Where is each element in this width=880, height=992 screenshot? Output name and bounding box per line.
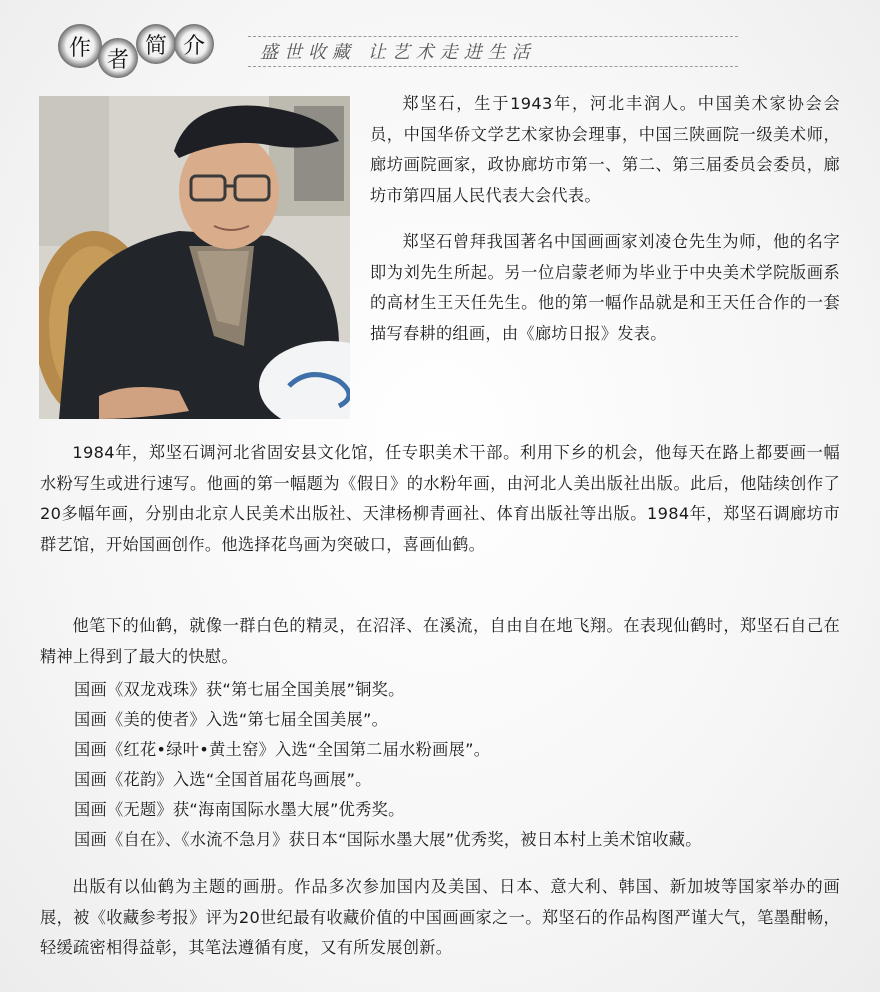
title-seal-1 (58, 24, 102, 68)
portrait-illustration (39, 96, 350, 419)
title-seal-4 (174, 24, 214, 64)
header-rule-bottom (248, 66, 738, 67)
award-item: 国画《红花•绿叶•黄土窑》入选“全国第二届水粉画展”。 (74, 740, 491, 759)
header-rule-top (248, 36, 738, 37)
artist-portrait (39, 96, 350, 419)
title-seal-3 (136, 24, 176, 64)
award-item: 国画《双龙戏珠》获“第七届全国美展”铜奖。 (74, 680, 405, 699)
award-item: 国画《花韵》入选“全国首届花鸟画展”。 (74, 770, 372, 789)
cranes-paragraph: 他笔下的仙鹤，就像一群白色的精灵，在沼泽、在溪流，自由自在地飞翔。在表现仙鹤时，郑坚石自己在精神上得到了最大的快慰。 (40, 616, 840, 666)
title-char: 作 (68, 35, 91, 61)
header-slogan: 盛世收藏 让艺术走进生活 (260, 42, 536, 63)
title-char: 介 (182, 33, 205, 59)
award-item: 国画《自在》、《水流不急月》获日本“国际水墨大展”优秀奖，被日本村上美术馆收藏。 (74, 830, 702, 849)
title-char: 简 (144, 33, 167, 59)
section-header (48, 16, 748, 76)
award-item: 国画《无题》获“海南国际水墨大展”优秀奖。 (74, 800, 405, 819)
career-paragraph: 1984年，郑坚石调河北省固安县文化馆，任专职美术干部。利用下乡的机会，他每天在路上都要画一幅水粉写生或进行速写。他画的第一幅题为《假日》的水粉年画，由河北人美出版社出版。此后，他陆续创作了20多幅年画，分别由北京人民美术出版社、天津杨柳青画社、体育出版社等出版。1984年，郑坚石调廊坊市群艺馆，开始国画创作。他选择花鸟画为突破口，喜画仙鹤。 (40, 443, 840, 554)
summary-paragraph: 出版有以仙鹤为主题的画册。作品多次参加国内及美国、日本、意大利、韩国、新加坡等国家举办的画展，被《收藏参考报》评为20世纪最有收藏价值的中国画画家之一。郑坚石的作品构图严谨大气，笔墨酣畅，轻缓疏密相得益彰，其笔法遵循有度，又有所发展创新。 (40, 877, 840, 957)
title-char: 者 (106, 47, 129, 73)
awards-list (40, 675, 840, 855)
intro-paragraph: 郑坚石，生于1943年，河北丰润人。中国美术家协会会员，中国华侨文学艺术家协会理事，中国三陕画院一级美术师，廊坊画院画家，政协廊坊市第一、第二、第三届委员会委员，廊坊市第四届人民代表大会代表。 (370, 94, 840, 205)
title-seal-2 (98, 38, 138, 78)
teachers-paragraph: 郑坚石曾拜我国著名中国画画家刘凌仓先生为师，他的名字即为刘先生所起。另一位启蒙老师为毕业于中央美术学院版画系的高材生王天任先生。他的第一幅作品就是和王天任合作的一套描写春耕的组画，由《廊坊日报》发表。 (370, 232, 840, 343)
award-item: 国画《美的使者》入选“第七届全国美展”。 (74, 710, 389, 729)
